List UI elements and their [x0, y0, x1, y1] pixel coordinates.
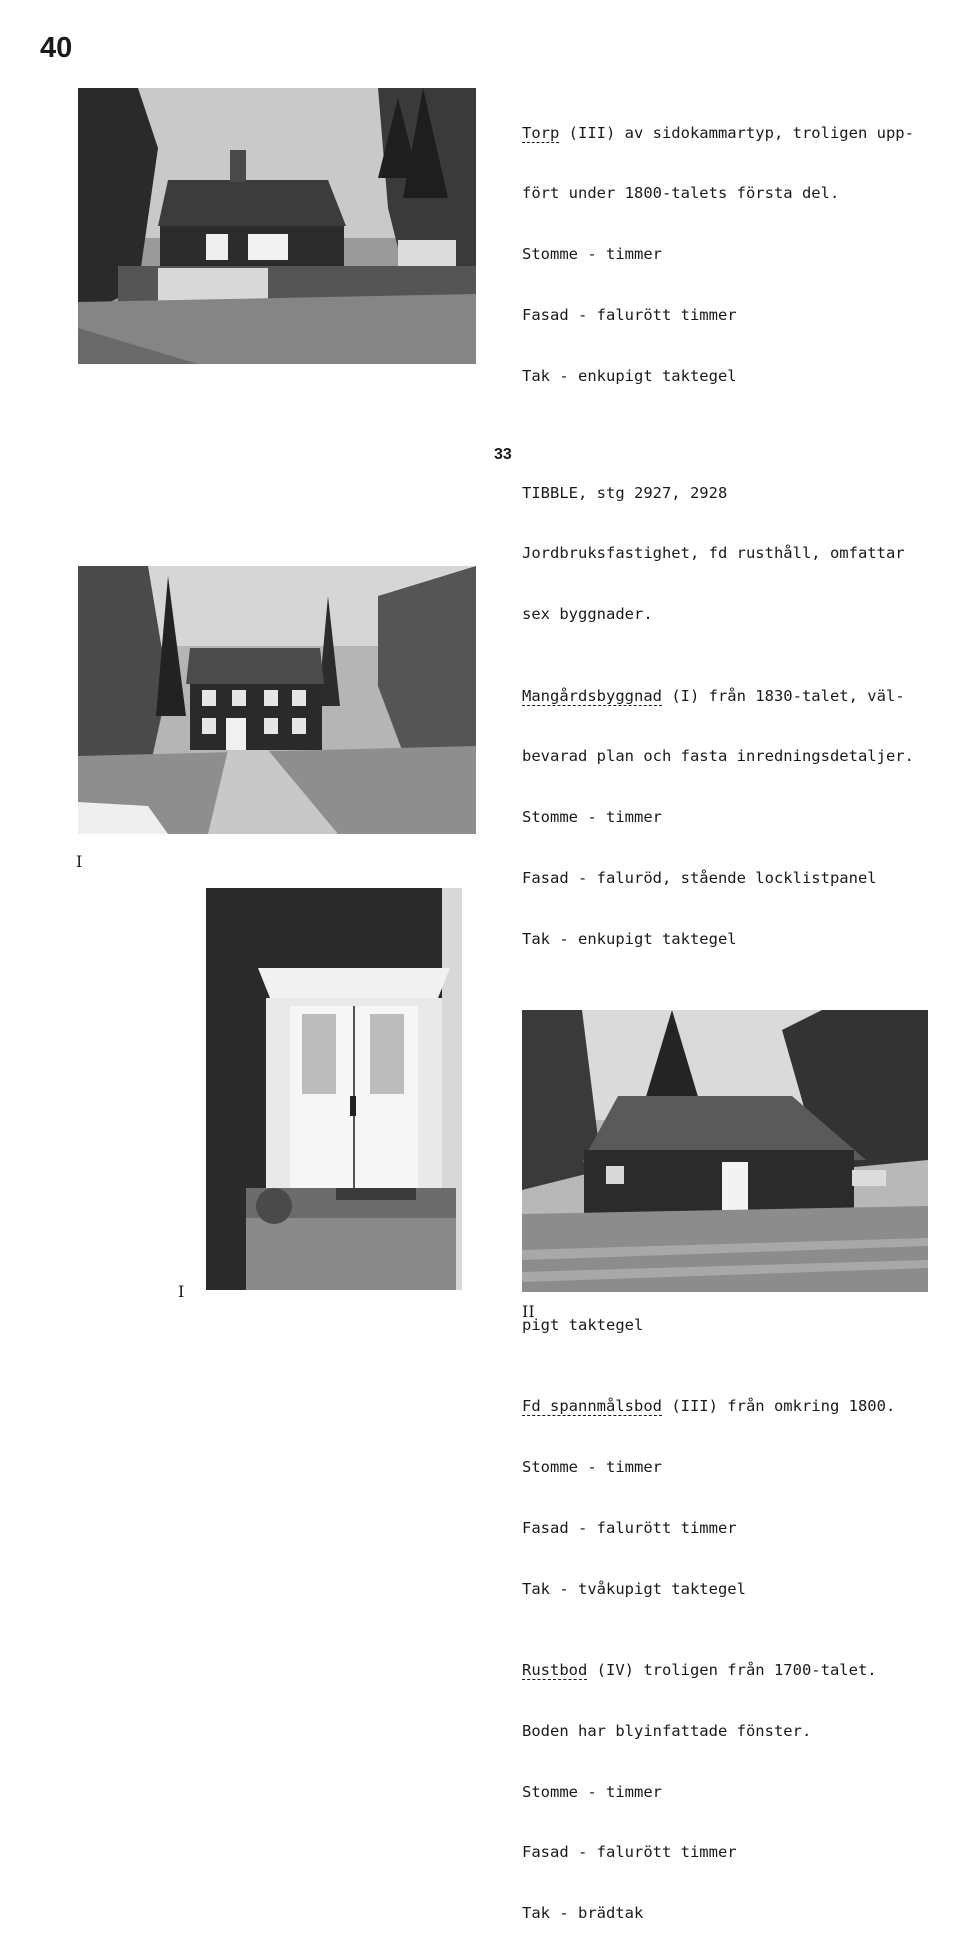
torp-line: Tak - enkupigt taktegel: [522, 367, 737, 386]
torp-heading: Torp: [522, 123, 560, 142]
outbuilding-caption: II: [522, 1302, 535, 1321]
main-house-photo: [78, 566, 476, 834]
entry-description: TIBBLE, stg 2927, 2928 Jordbruksfastighet, fd rusthåll, omfattar sex byggnader. Mangårdsbyggnad (I) från 1830-talet, väl- bevarad plan och fasta inredningsdetaljer. Stomme - timmer Fasad - faluröd, stående locklistpanel Tak - enkupigt taktegel pigt taktegel Fd spannmålsbod (III) från omkring 1800. Stomme - timmer Fasad - falurött timmer Tak - tvåkupigt taktegel Rustbod (IV) troligen från 1700-talet. Boden har blyinfattade fönster. Stomme - timmer Fasad - falurött timmer Tak - brädtak: [522, 483, 914, 1923]
building-line: Stomme - timmer: [522, 1782, 662, 1801]
building-line: Tak - brädtak: [522, 1904, 644, 1923]
torp-line: Stomme - timmer: [522, 245, 662, 264]
entry-intro-line: Jordbruksfastighet, fd rusthåll, omfattar: [522, 544, 905, 563]
building-heading: Rustbod: [522, 1660, 588, 1679]
outbuilding-photo: [522, 1010, 928, 1292]
torp-line: Fasad - falurött timmer: [522, 306, 737, 325]
building-line: pigt taktegel: [522, 1315, 644, 1334]
entry-number: 33: [494, 446, 512, 463]
torp-line: fört under 1800-talets första del.: [522, 184, 840, 203]
door-photo: [206, 888, 462, 1290]
building-heading: Mangårdsbyggnad: [522, 686, 662, 705]
building-line: Fasad - faluröd, stående locklistpanel: [522, 869, 877, 888]
building-line: bevarad plan och fasta inredningsdetaljer.: [522, 747, 914, 766]
door-caption: I: [178, 1282, 185, 1301]
building-line: Tak - enkupigt taktegel: [522, 930, 737, 949]
entry-intro-line: sex byggnader.: [522, 605, 653, 624]
building-line: Fasad - falurött timmer: [522, 1518, 737, 1537]
building-line: Stomme - timmer: [522, 808, 662, 827]
building-line: Tak - tvåkupigt taktegel: [522, 1579, 746, 1598]
entry-title: TIBBLE, stg 2927, 2928: [522, 483, 728, 502]
main-house-caption: I: [76, 852, 83, 871]
building-heading: Fd spannmålsbod: [522, 1396, 662, 1415]
page-number: 40: [40, 32, 73, 64]
torp-description: Torp (III) av sidokammartyp, troligen upp- fört under 1800-talets första del. Stomme - timmer Fasad - falurött timmer Tak - enkupigt taktegel: [522, 123, 914, 386]
building-line: Stomme - timmer: [522, 1457, 662, 1476]
building-line: Fasad - falurött timmer: [522, 1843, 737, 1862]
building-line: Boden har blyinfattade fönster.: [522, 1721, 812, 1740]
torp-photo: [78, 88, 476, 364]
